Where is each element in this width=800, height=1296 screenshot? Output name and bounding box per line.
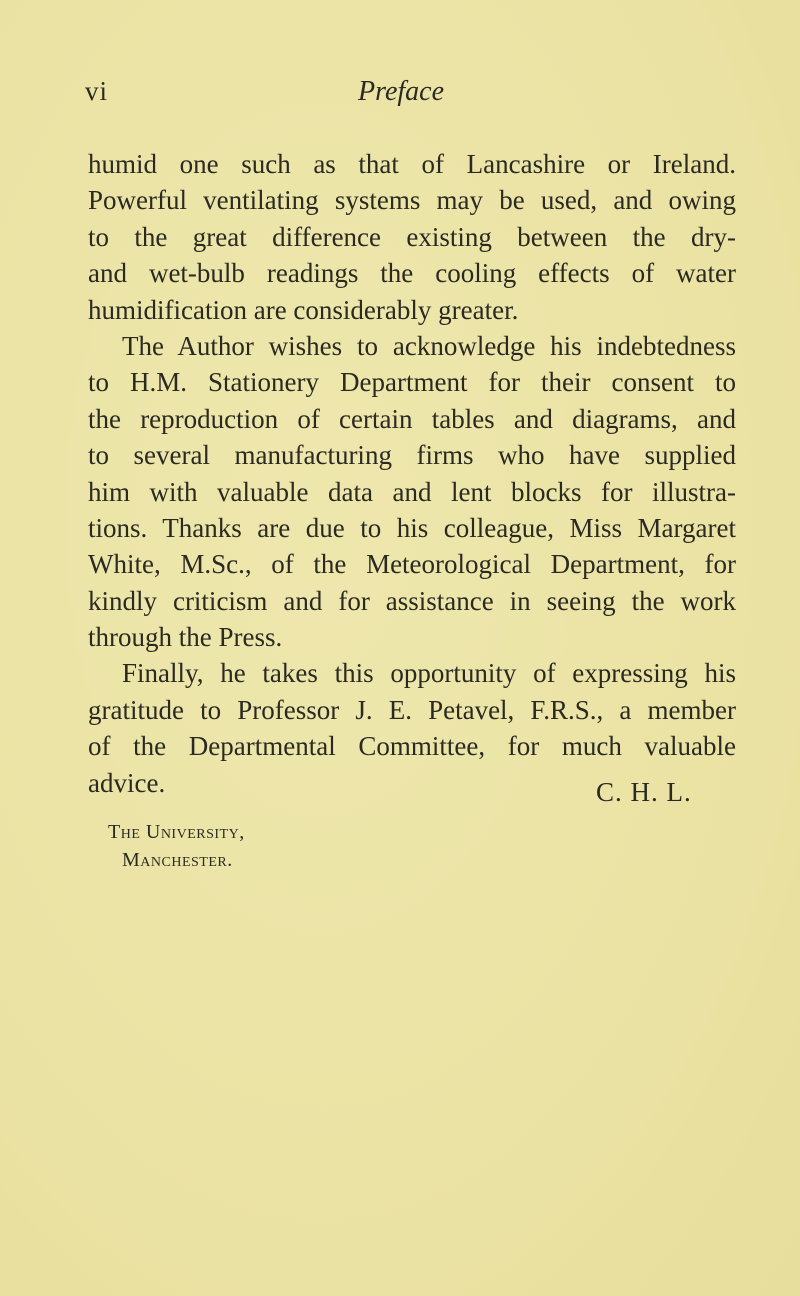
text-line: White, M.Sc., of the Meteorological Department, for [88, 549, 736, 580]
body-text [88, 146, 736, 801]
text-line: The Author wishes to acknowledge his indebtedness [122, 330, 736, 361]
text-line: tions. Thanks are due to his colleague, Miss Margaret [88, 512, 736, 543]
address-line-1: The University, [108, 821, 245, 843]
text-line: Finally, he takes this opportunity of expressing his [122, 658, 736, 689]
text-line: through the Press. [88, 622, 283, 653]
text-line: kindly criticism and for assistance in seeing the work [88, 585, 736, 616]
author-initials: C. H. L. [596, 777, 692, 807]
text-line: the reproduction of certain tables and diagrams, and [88, 403, 736, 434]
text-line: him with valuable data and lent blocks for illustra- [88, 476, 736, 507]
text-line: gratitude to Professor J. E. Petavel, F.R.S., a member [88, 694, 736, 725]
text-line: to H.M. Stationery Department for their consent to [88, 367, 736, 398]
address-block [108, 818, 245, 874]
text-line: humid one such as that of Lancashire or Ireland. [88, 149, 736, 179]
address-line-2: Manchester. [122, 849, 233, 871]
text-line: to several manufacturing firms who have supplied [88, 440, 736, 471]
page-number: vi [85, 76, 109, 106]
section-title: Preface [358, 76, 445, 107]
text-line: Powerful ventilating systems may be used, and owing [88, 185, 736, 216]
text-line: humidification are considerably greater. [88, 294, 519, 325]
text-line: of the Departmental Committee, for much valuable [88, 731, 736, 762]
text-line: and wet-bulb readings the cooling effects of water [88, 258, 736, 289]
running-head [0, 76, 800, 116]
text-line: advice. [88, 767, 166, 798]
text-line: to the great difference existing between the dry- [88, 221, 736, 252]
